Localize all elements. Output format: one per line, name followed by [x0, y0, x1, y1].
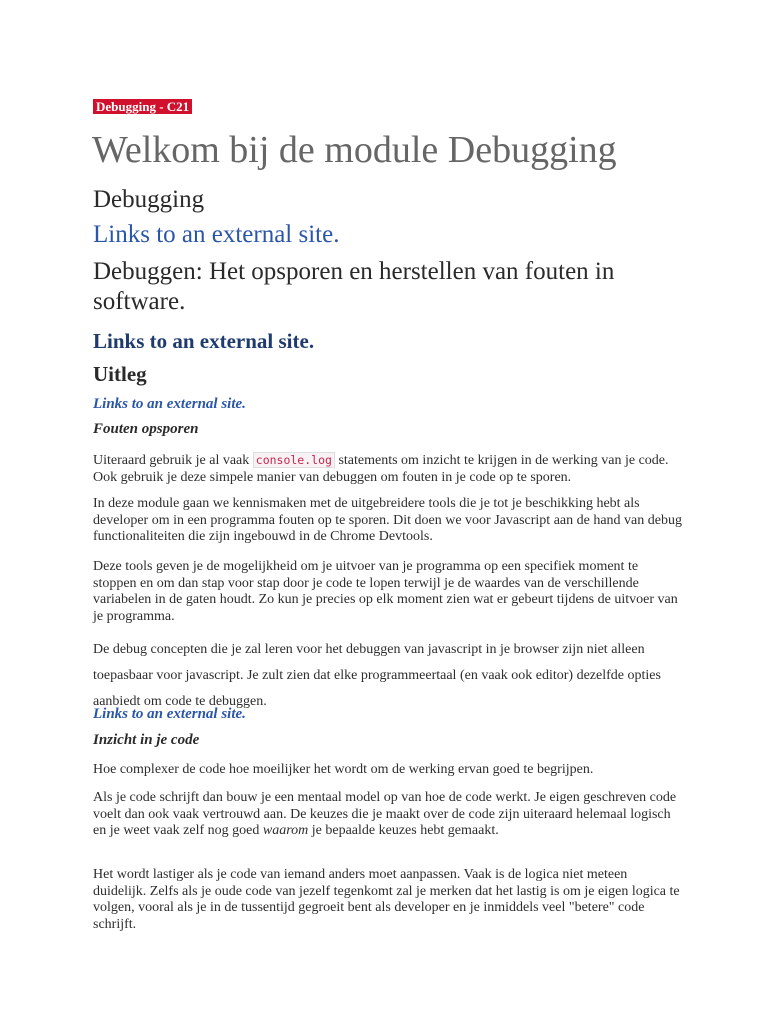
emphasis-text: waarom [262, 823, 309, 838]
module-badge: Debugging - C21 [93, 99, 192, 114]
paragraph-text: Uiteraard gebruik je al vaak [93, 453, 253, 468]
paragraph-module-intro: In deze module gaan we kennismaken met de uitgebreidere tools die je tot je beschikking hebt als developer om in een programma fouten op te sporen. Dit doen we voor Javascript aan de hand van debug functionaliteiten die zijn ingebouwd in de Chrome Devtools. [93, 496, 682, 544]
paragraph-mental-model [93, 790, 683, 840]
external-link-4[interactable]: Links to an external site. [93, 706, 246, 722]
external-link-2[interactable]: Links to an external site. [93, 329, 315, 353]
external-link-1[interactable]: Links to an external site. [93, 221, 340, 248]
paragraph-text: je bepaalde keuzes hebt gemaakt. [308, 823, 499, 838]
paragraph-console-log [93, 452, 683, 486]
paragraph-text: Als je code schrijft dan bouw je een mentaal model op van hoe de code werkt. Je eigen geschreven code voelt dan ook vaak vertrouwd aan. De keuzes die je maakt over de code zijn uiteraard helemaal logisch en je weet vaak zelf nog goed [93, 790, 677, 838]
heading-inzicht: Inzicht in je code [93, 732, 200, 748]
heading-fouten-opsporen: Fouten opsporen [93, 421, 199, 437]
page-title: Welkom bij de module Debugging [92, 129, 617, 171]
paragraph-text: statements om inzicht te krijgen in de werking van je code. Ook gebruik je deze simpele manier van debuggen om fouten in je code op te sporen. [93, 453, 669, 485]
paragraph-tools: Deze tools geven je de mogelijkheid om je uitvoer van je programma op een specifiek moment te stoppen en om dan stap voor stap door je code te lopen terwijl je de waardes van de verschillende variabelen in de gaten houdt. Zo kun je precies op elk moment zien wat er gebeurt tijdens de uitvoer van je programma. [93, 559, 678, 624]
paragraph-complexity: Hoe complexer de code hoe moeilijker het wordt om de werking ervan goed te begrijpen. [93, 762, 594, 777]
paragraph-others-code: Het wordt lastiger als je code van iemand anders moet aanpassen. Vaak is de logica niet meteen duidelijk. Zelfs als je oude code van jezelf tegenkomt zal je merken dat het lastig is om je eigen logica te volgen, vooral als je in de tussentijd gegroeit bent als developer en je inmiddels veel "betere" code schrijft. [93, 867, 680, 932]
heading-debugging: Debugging [93, 186, 205, 213]
heading-uitleg: Uitleg [93, 362, 147, 386]
external-link-3[interactable]: Links to an external site. [93, 396, 246, 412]
definition-heading: Debuggen: Het opsporen en herstellen van fouten in software. [93, 258, 615, 315]
inline-code: console.log [253, 452, 335, 468]
paragraph-concepts: De debug concepten die je zal leren voor het debuggen van javascript in je browser zijn niet alleen toepasbaar voor javascript. Je zult zien dat elke programmeertaal (en vaak ook editor) dezelfde opties aanbiedt om code te debuggen. [93, 642, 661, 709]
